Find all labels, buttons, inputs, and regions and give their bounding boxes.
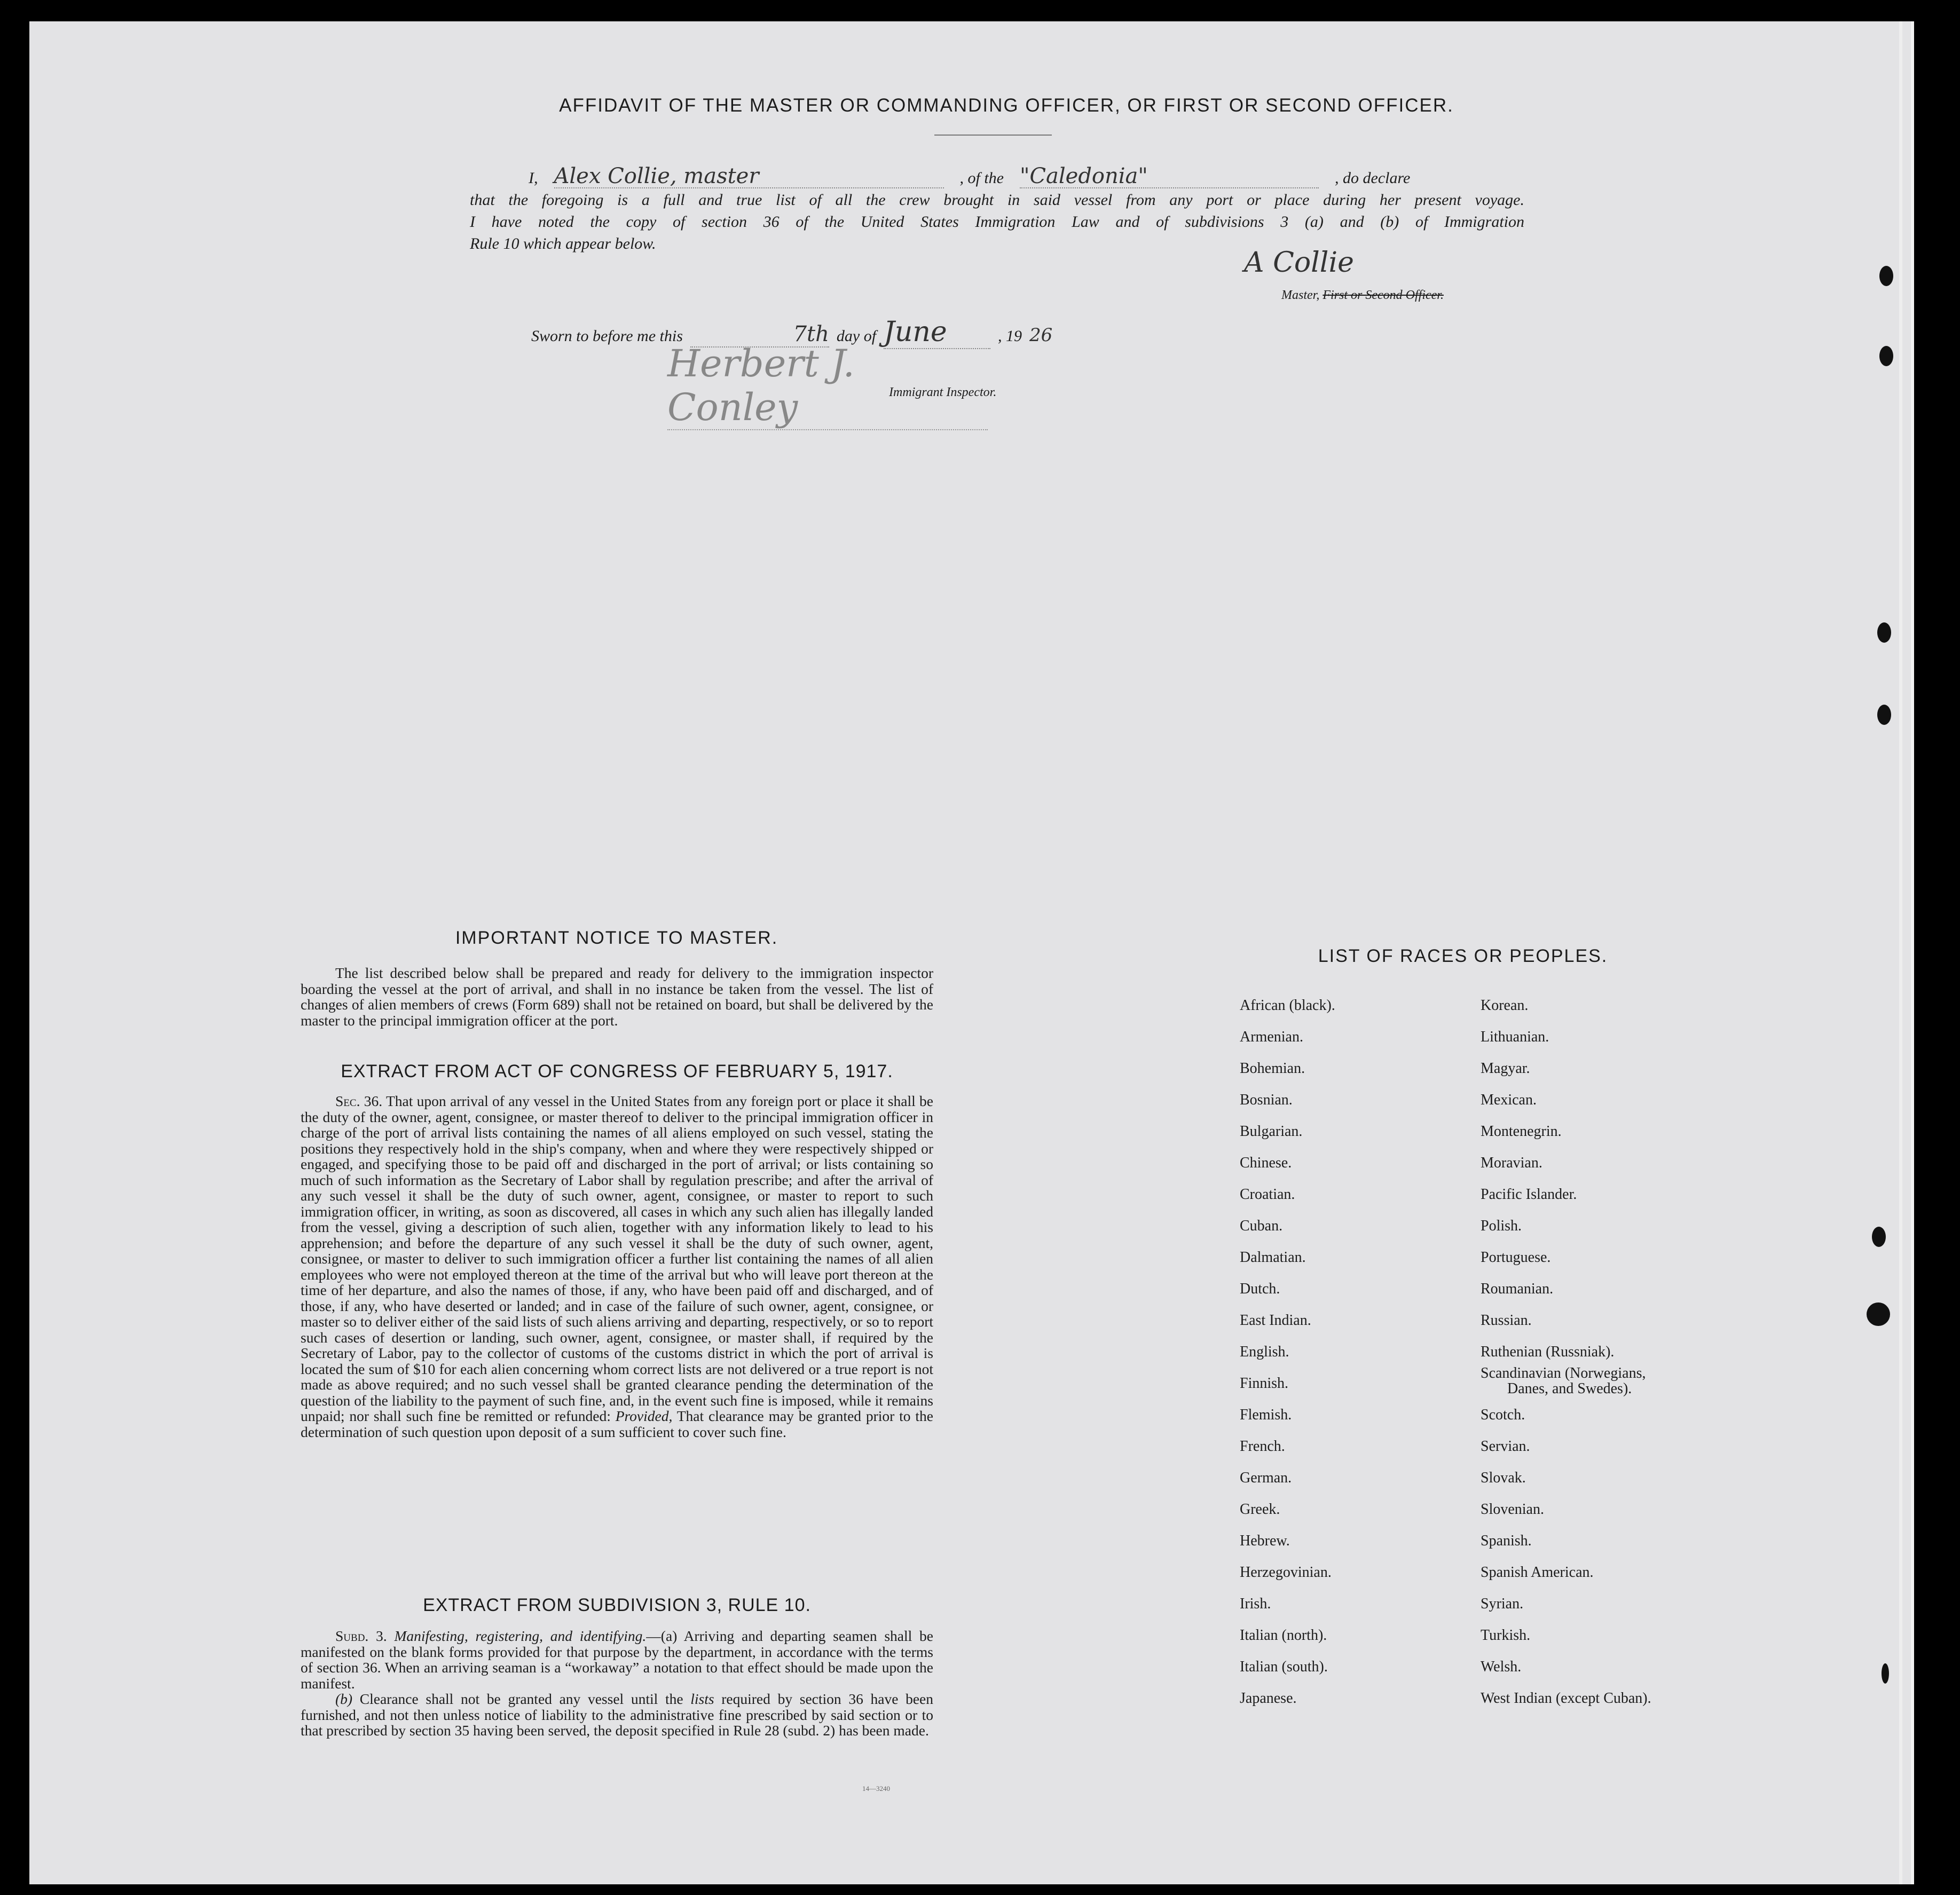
section-label: Sec. 36.: [335, 1093, 383, 1109]
notice-body: The list described below shall be prepared and ready for delivery to the immigration inspector boarding the vessel at the port of arrival, and shall in no instance be taken from the vessel. The list of changes of alien members of crews (Form 689) shall not be retained on board, but shall be delivered by the master to the principal immigration officer at the port.: [301, 965, 933, 1029]
inspector-signature: Herbert J. Conley: [667, 342, 988, 430]
race-item: French.: [1240, 1438, 1285, 1455]
declaration-line: Rule 10 which appear below.: [470, 235, 656, 252]
race-item: Armenian.: [1240, 1029, 1303, 1045]
punch-hole: [1879, 346, 1893, 366]
month-handwritten: June: [884, 316, 990, 349]
inspector-caption: Immigrant Inspector.: [889, 385, 997, 399]
race-item: Bulgarian.: [1240, 1123, 1303, 1140]
race-item: Bohemian.: [1240, 1060, 1305, 1077]
subd-label: Subd. 3.: [335, 1628, 387, 1644]
punch-hole: [1882, 1663, 1889, 1684]
race-item: Magyar.: [1481, 1060, 1530, 1077]
extract-rule-body: Subd. 3. Manifesting, registering, and identifying.—(a) Arriving and departing seamen shall be manifested on the blank forms provided for that purpose by the department, in accordance with the terms of section 36. When an arriving seaman is a “workaway” a notation to that effect should be made upon the manifest. (b) Clearance shall not be granted any vessel until the lists required by section 36 have been furnished, and not then unless notice of liability to the administrative fine prescribed by said section or to that prescribed by section 35 having been served, the deposit specified in Rule 28 (subd. 2) has been made.: [301, 1628, 934, 1739]
race-item: Syrian.: [1481, 1596, 1524, 1612]
race-item: Greek.: [1240, 1501, 1280, 1518]
affidavit-declaration: [470, 165, 1524, 255]
races-title: LIST OF RACES OR PEOPLES.: [1318, 946, 1608, 966]
race-item: Flemish.: [1240, 1407, 1292, 1423]
race-item: Turkish.: [1481, 1627, 1531, 1644]
punch-hole: [1867, 1302, 1890, 1326]
sworn-line: Sworn to before me this 7th day of June , 19 26: [531, 316, 1053, 348]
page-edge: [1911, 21, 1914, 1884]
race-item: Russian.: [1481, 1312, 1532, 1329]
race-item: Dalmatian.: [1240, 1249, 1306, 1266]
day-of-text: day of: [836, 327, 877, 345]
divider: [934, 135, 1052, 136]
race-item: Italian (north).: [1240, 1627, 1327, 1644]
race-item: Slovenian.: [1481, 1501, 1544, 1518]
punch-hole: [1872, 1227, 1886, 1247]
vessel-name-handwritten: "Caledonia": [1020, 165, 1319, 188]
punch-hole: [1877, 622, 1891, 643]
race-item: Scotch.: [1481, 1407, 1525, 1423]
race-item: Korean.: [1481, 997, 1529, 1014]
master-signature: A Collie: [1244, 247, 1354, 279]
race-item: English.: [1240, 1344, 1289, 1360]
race-item: Servian.: [1481, 1438, 1530, 1455]
race-item: Croatian.: [1240, 1186, 1295, 1203]
race-item: Moravian.: [1481, 1155, 1542, 1171]
race-item: Bosnian.: [1240, 1092, 1293, 1108]
extract-act-title: EXTRACT FROM ACT OF CONGRESS OF FEBRUARY 5, 1917.: [341, 1061, 893, 1081]
declaration-line: that the foregoing is a full and true list of all the crew brought in said vessel from any port or place during her present voyage.: [470, 191, 1524, 209]
race-item: African (black).: [1240, 997, 1335, 1014]
day-handwritten: 7th: [690, 322, 829, 348]
punch-hole: [1879, 266, 1893, 286]
provided-word: Provided,: [615, 1408, 673, 1424]
race-item: Herzegovinian.: [1240, 1564, 1332, 1581]
of-the-text: , of the: [959, 169, 1004, 187]
punch-hole: [1877, 705, 1891, 725]
extract-act-body: Sec. 36. That upon arrival of any vessel in the United States from any foreign port or place it shall be the duty of the owner, agent, consignee, or master thereof to deliver to the principal immigration officer in charge of the port of arrival lists containing the names of all aliens employed on such vessel, stating the positions they respectively hold in the ship's company, when and where they were respectively shipped or engaged, and specifying those to be paid off and discharged in the port of arrival; or lists containing so much of such information as the Secretary of Labor shall by regulation prescribe; and after the arrival of any such vessel it shall be the duty of such owner, agent, consignee, or master to report to such immigration officer, in writing, as soon as discovered, all cases in which any such alien has illegally landed from the vessel, giving a description of such alien, together with any information likely to lead to his apprehension; and before the departure of any such vessel it shall be the duty of such owner, agent, consignee, or master to deliver to such immigration officer a further list containing the names of all alien employees who were not employed thereon at the time of the arrival but who will leave port thereon at the time of her departure, and also the names of those, if any, who have been paid off and discharged, and of those, if any, who have deserted or landed; and in case of the failure of such owner, agent, consignee, or master so to deliver either of the said lists of such aliens arriving and departing, respectively, or so to report such cases of desertion or landing, such owner, agent, consignee, or master shall, if required by the Secretary of Labor, pay to the collector of customs of the customs district in which the port of arrival is located the sum of $10 for each alien concerning whom correct lists are not delivered or a true report is not made as above required; and no such vessel shall be granted clearance pending the determination of the question of the liability to the payment of such fine, and, in the event such fine is imposed, while it remains unpaid; nor shall such fine be remitted or refunded: Provided, That clearance may be granted prior to the determination of such question upon deposit of a sum sufficient to cover such fine.: [301, 1093, 933, 1440]
year-handwritten: 26: [1029, 325, 1053, 346]
notice-title: IMPORTANT NOTICE TO MASTER.: [455, 928, 778, 948]
race-item: Slovak.: [1481, 1470, 1526, 1486]
master-caption: Master, First or Second Officer.: [1281, 288, 1444, 302]
race-item: Japanese.: [1240, 1690, 1297, 1707]
race-item: Roumanian.: [1481, 1281, 1554, 1297]
master-name-handwritten: Alex Collie, master: [554, 165, 944, 188]
page-edge: [1899, 21, 1902, 1884]
race-item: Scandinavian (Norwegians,: [1481, 1365, 1646, 1381]
race-item: Italian (south).: [1240, 1659, 1328, 1675]
race-item: West Indian (except Cuban).: [1481, 1690, 1651, 1707]
race-item: Irish.: [1240, 1596, 1271, 1612]
race-item: Mexican.: [1481, 1092, 1537, 1108]
race-item: Pacific Islander.: [1481, 1186, 1577, 1203]
affidavit-title: AFFIDAVIT OF THE MASTER OR COMMANDING OFFICER, OR FIRST OR SECOND OFFICER.: [559, 95, 1454, 116]
declaration-line: I have noted the copy of section 36 of the United States Immigration Law and of subdivisions 3 (a) and (b) of Immigration: [470, 213, 1524, 231]
year-prefix: , 19: [998, 327, 1022, 345]
race-item: Cuban.: [1240, 1218, 1283, 1234]
race-item: Montenegrin.: [1481, 1123, 1562, 1140]
race-item: Lithuanian.: [1481, 1029, 1549, 1045]
race-item: Spanish.: [1481, 1533, 1532, 1549]
do-declare-text: , do declare: [1335, 169, 1411, 187]
race-item: Dutch.: [1240, 1281, 1280, 1297]
race-item: Chinese.: [1240, 1155, 1292, 1171]
race-item: Ruthenian (Russniak).: [1481, 1344, 1615, 1360]
race-item: German.: [1240, 1470, 1292, 1486]
race-item: East Indian.: [1240, 1312, 1311, 1329]
race-item: Spanish American.: [1481, 1564, 1594, 1581]
race-item: Polish.: [1481, 1218, 1522, 1234]
extract-rule-title: EXTRACT FROM SUBDIVISION 3, RULE 10.: [423, 1595, 811, 1615]
race-item: Portuguese.: [1481, 1249, 1551, 1266]
race-item: Finnish.: [1240, 1375, 1289, 1392]
subd-heading: Manifesting, registering, and identifying.: [394, 1628, 647, 1644]
form-number: 14—3240: [862, 1785, 890, 1793]
race-item: Hebrew.: [1240, 1533, 1290, 1549]
race-item: Welsh.: [1481, 1659, 1522, 1675]
race-item-continuation: Danes, and Swedes).: [1507, 1380, 1632, 1397]
pronoun-text: I,: [529, 169, 538, 187]
struck-caption: First or Second Officer.: [1323, 288, 1444, 302]
